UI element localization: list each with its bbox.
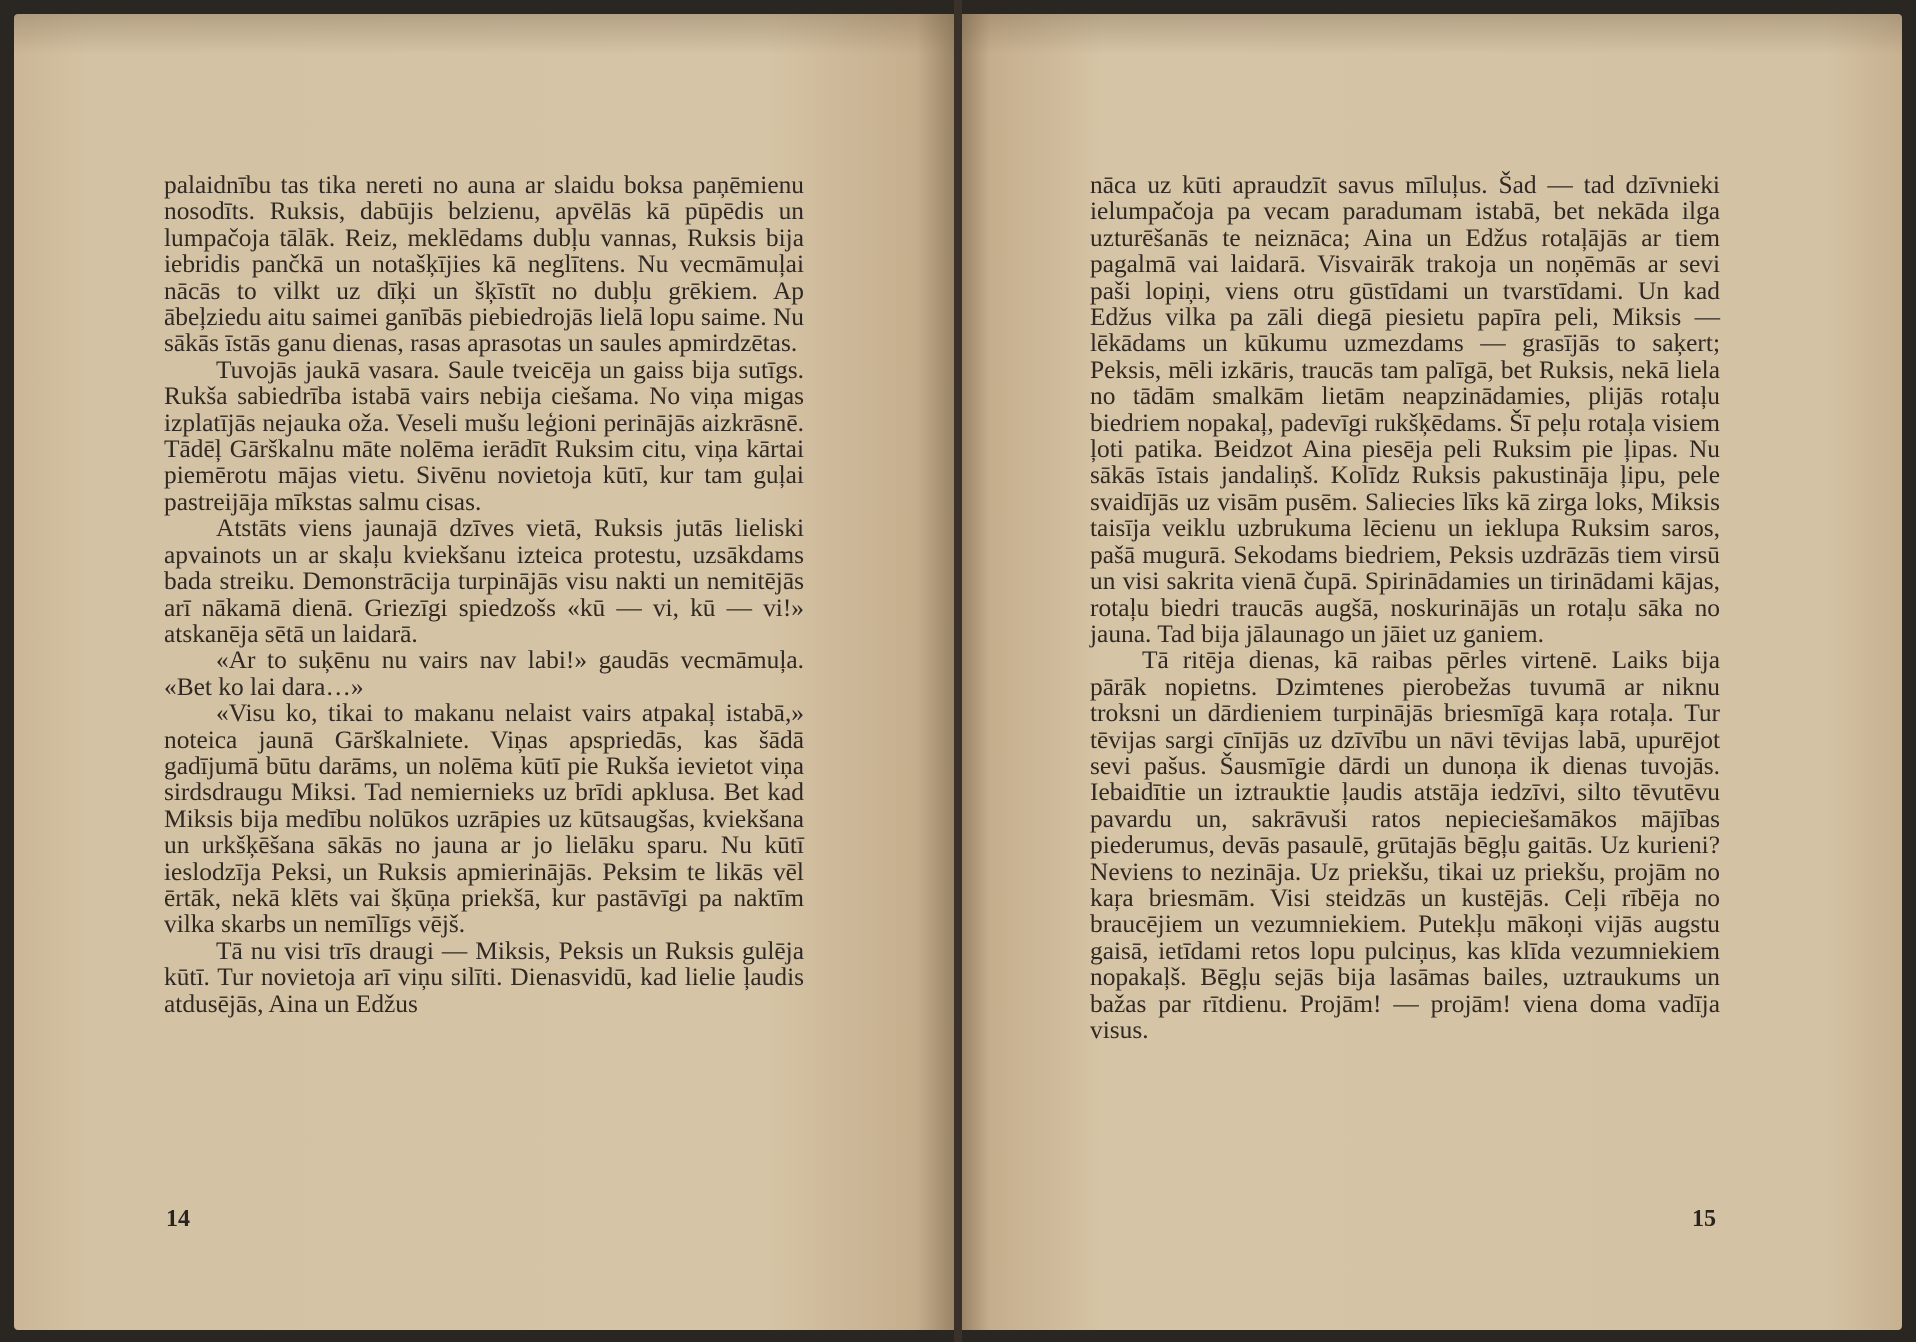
right-page [962,14,1902,1330]
left-page [14,14,954,1330]
page-edge-shadow [962,14,1902,54]
page-number: 15 [1692,1206,1716,1232]
paragraph: Tuvojās jaukā vasara. Saule tveicēja un gaiss bija sutīgs. Rukša sabiedrība istabā vairs nebija ciešama. No viņa migas izplatījās nejauka oža. Veseli mušu leģioni perinājās aizkrāsnē. Tādēļ Gārškalnu māte nolēma ierādīt Ruksim citu, viņa kārtai piemērotu mājas vietu. Sivēnu novietoja kūtī, kur tam guļai pastreijāja mīkstas salmu cisas. [164,355,804,516]
paragraph: palaidnību tas tika nereti no auna ar slaidu boksa paņēmienu nosodīts. Ruksis, dabūjis belzienu, apvēlās kā pūpēdis un lumpačoja tālāk. Reiz, meklēdams dubļu vannas, Ruksis bija iebridis pančkā un notašķījies kā neglītens. Nu vecmāmuļai nācās to vilkt uz dīķi un šķīstīt no dubļu grēkiem. Ap ābeļziedu aitu saimei ganībās piebiedrojās lielā lopu saime. Nu sākās īstās ganu dienas, rasas aprasotas un saules apmirdzētas. [164,171,804,358]
book-gutter [954,0,962,1342]
paragraph: Tā nu visi trīs draugi — Miksis, Peksis un Ruksis gulēja kūtī. Tur novietoja arī viņu silīti. Dienasvidū, kad lielie ļaudis atdusējās, Aina un Edžus [164,936,804,1018]
paragraph: nāca uz kūti apraudzīt savus mīluļus. Šad — tad dzīvnieki ielumpačoja pa vecam paradumam istabā, bet nekāda ilga uzturēšanās te neiznāca; Aina un Edžus rotaļājās ar tiem pagalmā vai laidarā. Visvairāk trakoja un noņēmās ar sevi paši lopiņi, viens otru gūstīdami un tvarstīdami. Un kad Edžus vilka pa zāli diegā piesietu papīra peli, Miksis — lēkādams un kūkumu uzmezdams — grasījās to saķert; Peksis, mēli izkāris, traucās tam palīgā, bet Ruksis, nekā liela no tādām smalkām lietām neapzinādamies, plijās rotaļu biedriem nopakaļ, padevīgi rukšķēdams. Šī peļu rotaļa visiem ļoti patika. Beidzot Aina piesēja peli Ruksim pie ļipas. Nu sākās īstais jandaliņš. Kolīdz Ruksis pakustināja ļipu, pele svaidījās uz visām pusēm. Saliecies līks kā zirga loks, Miksis taisīja veiklu uzbrukuma lēcienu un ieklupa Ruksim saros, pašā mugurā. Sekodams biedriem, Peksis uzdrāzās tiem virsū un visi sakrita vienā čupā. Spirinādamies un tirinādami kājas, rotaļu biedri traucās augšā, noskurinājās un rotaļu sāka no jauna. Tad bija jālaunago un jāiet uz ganiem. [1090,171,1720,648]
right-page-text [1090,172,1720,1043]
page-edge-shadow [14,14,954,54]
paragraph: «Visu ko, tikai to makanu nelaist vairs atpakaļ istabā,» noteica jaunā Gārškalniete. Viņas apspriedās, kas šādā gadījumā būtu darāms, un nolēma kūtī pie Rukša ievietot viņa sirdsdraugu Miksi. Tad nemiernieks uz brīdi apklusa. Bet kad Miksis bija medību nolūkos uzrāpies uz kūtsaugšas, kviekšana un urkšķēšana sākās no jauna ar jo lielāku sparu. Nu kūtī ieslodzīja Peksi, un Ruksis apmierinājās. Peksim te likās vēl ērtāk, nekā klēts vai šķūņa priekšā, kur pastāvīgi pa naktīm vilka skarbs un nemīlīgs vējš. [164,699,804,939]
page-number: 14 [166,1206,190,1232]
left-page-text [164,172,804,1017]
paragraph: Atstāts viens jaunajā dzīves vietā, Ruksis jutās lieliski apvainots un ar skaļu kviekšanu izteica protestu, uzsākdams bada streiku. Demonstrācija turpinājās visu nakti un nemitējās arī nākamā dienā. Griezīgi spiedzošs «kū — vi, kū — vi!» atskanēja sētā un laidarā. [164,514,804,648]
paragraph: Tā ritēja dienas, kā raibas pērles virtenē. Laiks bija pārāk nopietns. Dzimtenes pierobežas tuvumā ar niknu troksni un dārdieniem turpinājās briesmīgā kaŗa rotaļa. Tur tēvijas sargi cīnījās uz dzīvību un nāvi tēvijas labā, upurējot sevi pašus. Šausmīgie dārdi un dunoņa ik dienas tuvojās. Iebaidītie un iztrauktie ļaudis atstāja iedzīvi, silto tēvutēvu pavardu un, sakrāvuši ratos nepieciešamākos mājības piederumus, devās pasaulē, grūtajās bēgļu gaitās. Uz kurieni? Neviens to nezināja. Uz priekšu, tikai uz priekšu, projām no kaŗa briesmām. Visi steidzās un kustējās. Ceļi rībēja no braucējiem un vezumniekiem. Putekļu mākoņi vijās augstu gaisā, ietīdami retos lopu pulciņus, kas klīda vezumniekiem nopakaļš. Bēgļu sejās bija lasāmas bailes, uztraukums un bažas par rītdienu. Projām! — projām! viena doma vadīja visus. [1090,646,1720,1044]
paragraph: «Ar to suķēnu nu vairs nav labi!» gaudās vecmāmuļa. «Bet ko lai dara…» [164,646,804,701]
